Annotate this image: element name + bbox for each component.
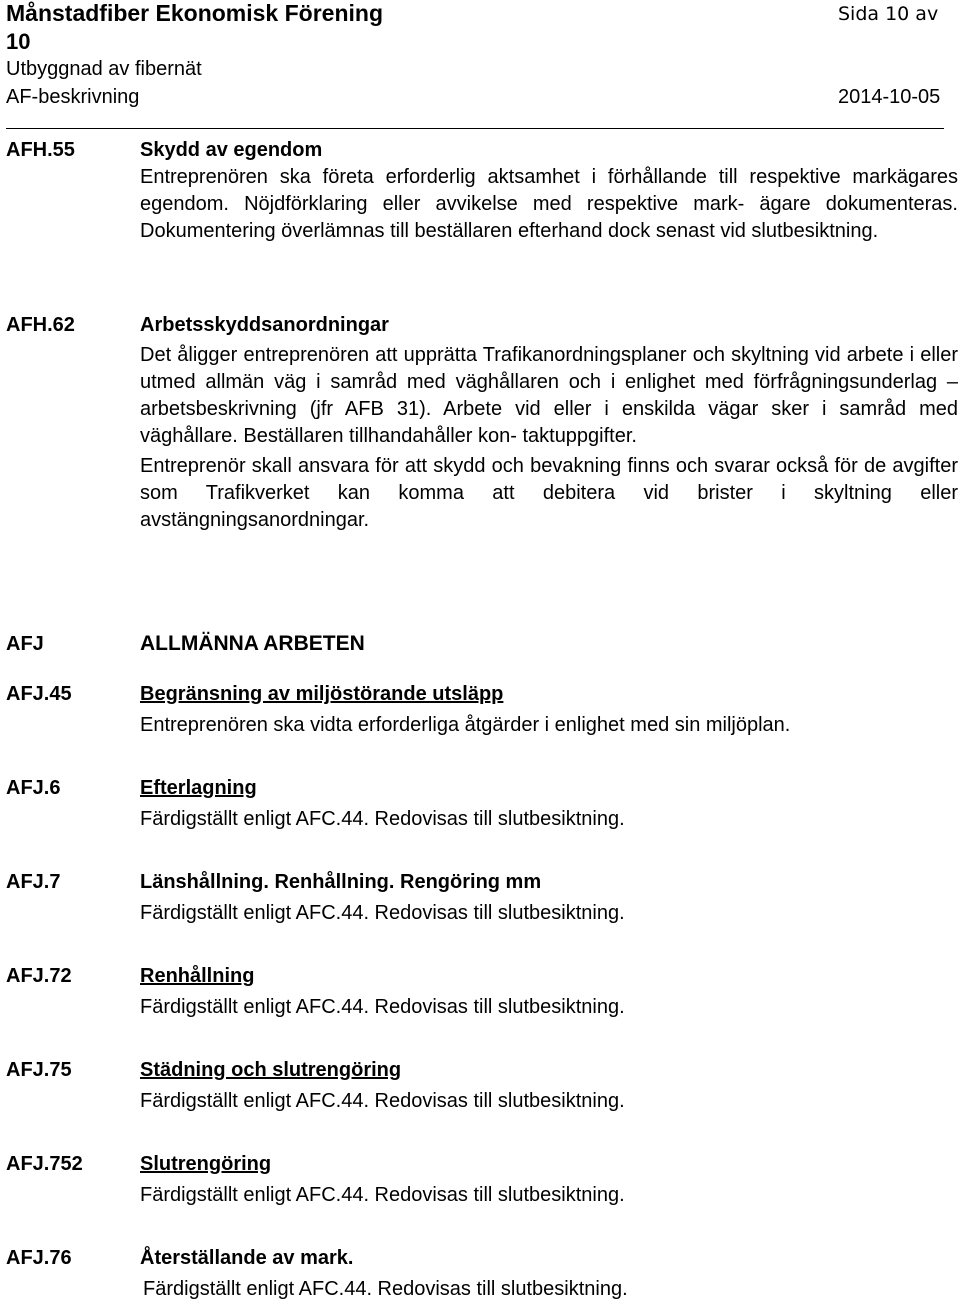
- section-heading: Länshållning. Renhållning. Rengöring mm: [140, 871, 542, 893]
- chapter-code-afj: AFJ: [6, 633, 44, 655]
- section-body: Entreprenören ska företa erforderlig aktsamhet i förhållande till respektive markägares egendom. Nöjdförklaring eller avvikelse med respektive mark- ägare dokumenteras. Dokumentering överlämnas till beställaren efterhand dock senast vid slutbesiktning.: [140, 166, 958, 242]
- section-heading: Arbetsskyddsanordningar: [140, 314, 389, 336]
- section-afh62: [140, 312, 958, 534]
- section-heading: Efterlagning: [140, 777, 257, 799]
- page-total: 10: [6, 29, 31, 54]
- section-body: Färdigställt enligt AFC.44. Redovisas till slutbesiktning.: [140, 902, 625, 924]
- section-code-afj76: AFJ.76: [6, 1247, 72, 1269]
- section-body: Färdigställt enligt AFC.44. Redovisas till slutbesiktning.: [140, 1090, 625, 1112]
- header-divider: [6, 128, 944, 129]
- section-code-afh55: AFH.55: [6, 139, 75, 161]
- page-number-label: Sida 10 av: [838, 3, 939, 25]
- document-header-title: Månstadfiber Ekonomisk Förening: [6, 0, 383, 26]
- section-afh55: [140, 137, 958, 245]
- section-body-2: Entreprenör skall ansvara för att skydd och bevakning finns och svarar också för de avgifter som Trafikverket kan komma att debitera vid brister i skyltning eller avstängningsanordningar.: [140, 455, 958, 531]
- document-type: AF-beskrivning: [6, 86, 140, 108]
- section-afj45: [140, 681, 958, 739]
- section-body: Färdigställt enligt AFC.44. Redovisas till slutbesiktning.: [143, 1278, 628, 1300]
- section-afj752: [140, 1151, 958, 1209]
- section-afj7: [140, 869, 958, 927]
- chapter-heading-afj: ALLMÄNNA ARBETEN: [140, 632, 365, 655]
- section-afj76: [140, 1245, 958, 1303]
- section-body: Färdigställt enligt AFC.44. Redovisas till slutbesiktning.: [140, 808, 625, 830]
- section-afj6: [140, 775, 958, 833]
- document-date: 2014-10-05: [838, 86, 941, 108]
- section-code-afj6: AFJ.6: [6, 777, 61, 799]
- section-heading: Återställande av mark.: [140, 1247, 354, 1269]
- section-afj72: [140, 963, 958, 1021]
- section-code-afj72: AFJ.72: [6, 965, 72, 987]
- section-code-afh62: AFH.62: [6, 314, 75, 336]
- section-code-afj45: AFJ.45: [6, 683, 72, 705]
- section-code-afj75: AFJ.75: [6, 1059, 72, 1081]
- section-heading: Skydd av egendom: [140, 139, 323, 161]
- section-body: Det åligger entreprenören att upprätta Trafikanordningsplaner och skyltning vid arbete i eller utmed allmän väg i samråd med väghållaren och i enlighet med förfrågningsunderlag – arbetsbeskrivning (jfr AFB 31). Arbete vid eller i enskilda vägar sker i samråd med väghållare. Beställaren tillhandahåller kon- taktuppgifter.: [140, 344, 958, 447]
- section-body: Färdigställt enligt AFC.44. Redovisas till slutbesiktning.: [140, 1184, 625, 1206]
- section-heading: Begränsning av miljöstörande utsläpp: [140, 683, 504, 705]
- section-code-afj7: AFJ.7: [6, 871, 61, 893]
- section-body: Entreprenören ska vidta erforderliga åtgärder i enlighet med sin miljöplan.: [140, 714, 791, 736]
- section-afj75: [140, 1057, 958, 1115]
- section-code-afj752: AFJ.752: [6, 1153, 83, 1175]
- section-heading: Slutrengöring: [140, 1153, 272, 1175]
- document-subtitle: Utbyggnad av fibernät: [6, 58, 202, 80]
- section-body: Färdigställt enligt AFC.44. Redovisas till slutbesiktning.: [140, 996, 625, 1018]
- section-heading: Renhållning: [140, 965, 255, 987]
- section-heading: Städning och slutrengöring: [140, 1059, 402, 1081]
